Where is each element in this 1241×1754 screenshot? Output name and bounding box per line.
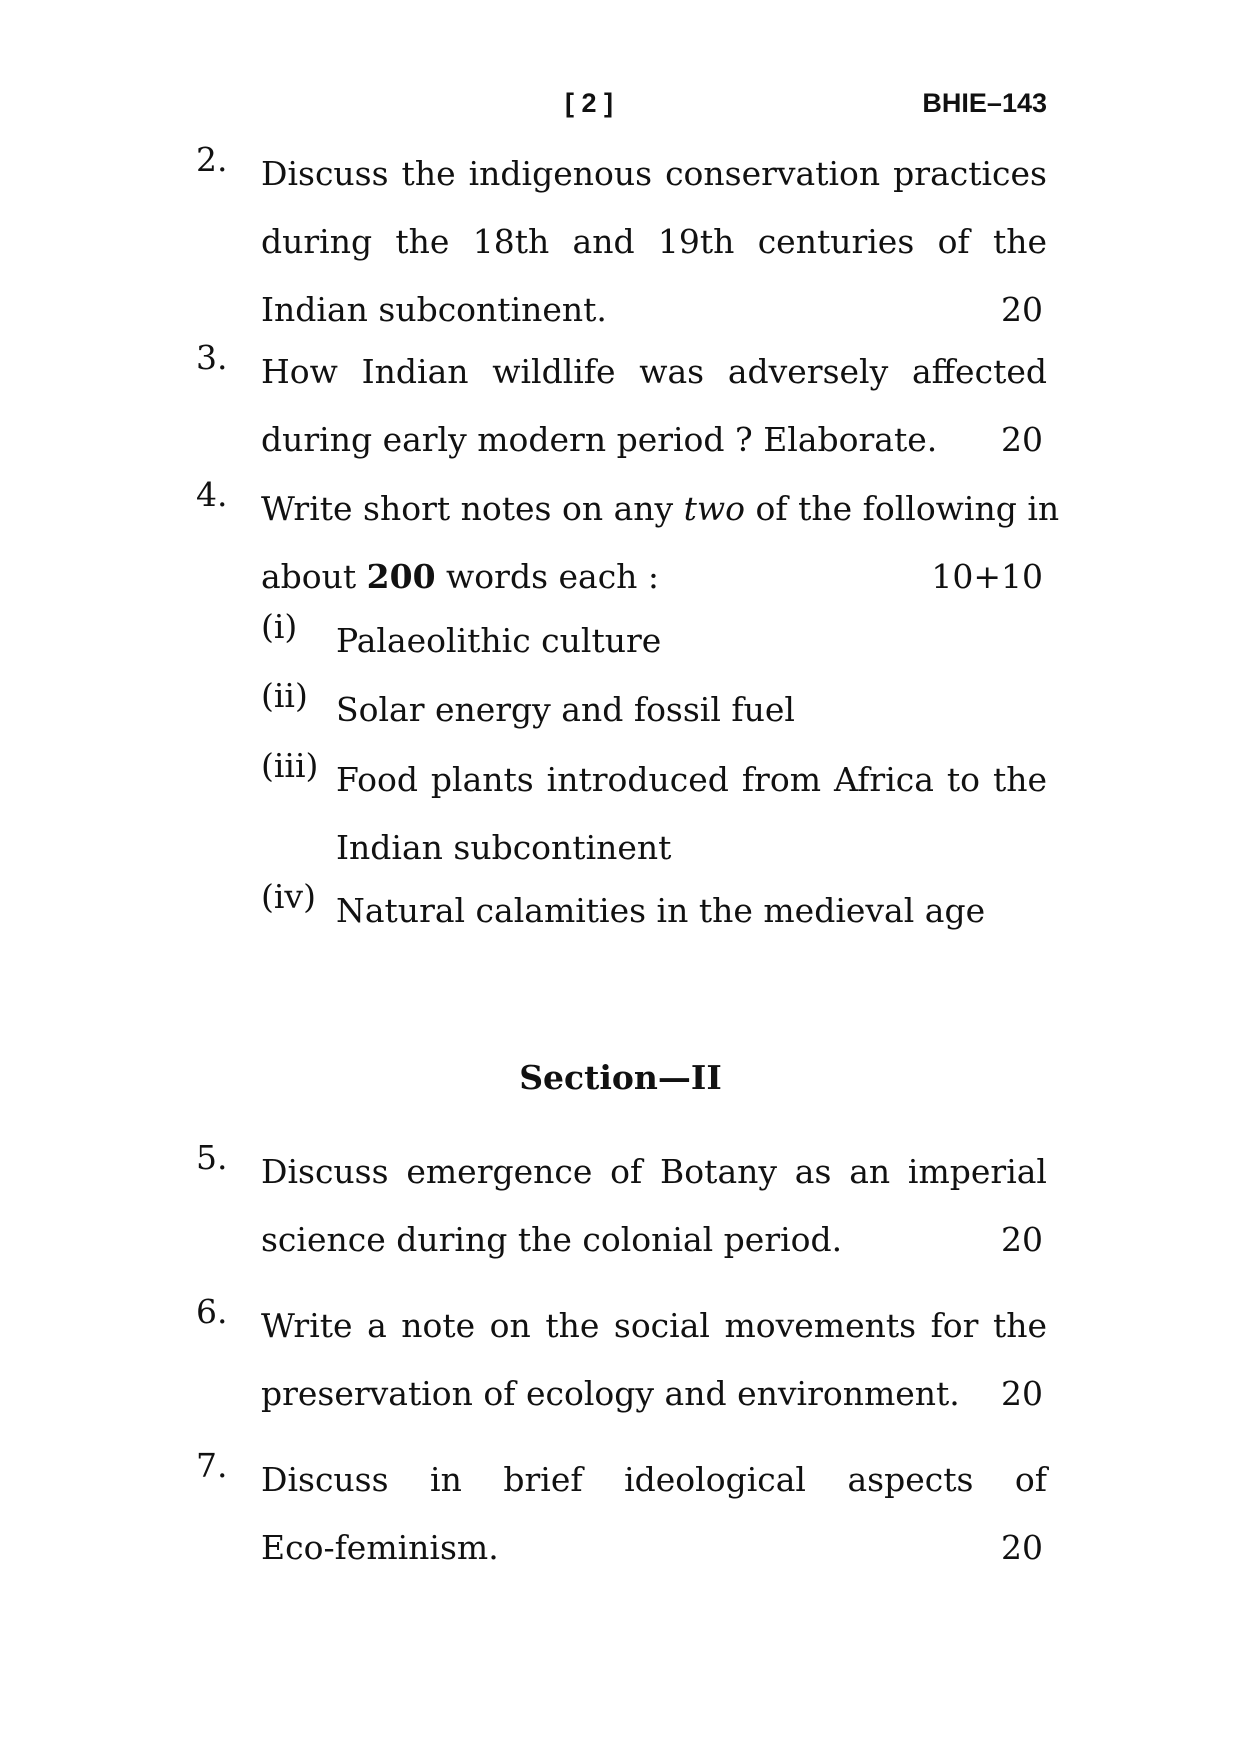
question-text-line: Write a note on the social movements for the [261,1306,1047,1345]
question-2 [196,140,1047,344]
marks: 10+10 [931,557,1043,596]
option-text: Natural calamities in the medieval age [336,891,986,930]
question-text-line: during early modern period ? Elaborate. [261,420,938,459]
option-numeral: (iv) [261,877,316,916]
option-ii [261,676,1047,744]
question-text-line: How Indian wildlife was adversely affected [261,352,1047,391]
option-iii [261,746,1047,882]
question-6 [196,1292,1047,1428]
question-number: 6. [196,1292,228,1331]
question-text-line: Discuss emergence of Botany as an imperial [261,1152,1047,1191]
marks: 20 [1001,1528,1043,1567]
question-number: 2. [196,140,228,179]
option-numeral: (iii) [261,746,319,785]
question-number: 5. [196,1138,228,1177]
option-text: Solar energy and fossil fuel [336,690,795,729]
question-text-line: preservation of ecology and environment. [261,1374,960,1413]
option-iv [261,877,1047,945]
option-numeral: (i) [261,607,298,646]
marks: 20 [1001,1220,1043,1259]
question-number: 7. [196,1446,228,1485]
option-text: Indian subcontinent [336,828,672,867]
question-text-line: Discuss in brief ideological aspects of [261,1460,1047,1499]
marks: 20 [1001,420,1043,459]
marks: 20 [1001,290,1043,329]
question-5 [196,1138,1047,1274]
option-numeral: (ii) [261,676,308,715]
question-text-line: Eco-feminism. [261,1528,499,1567]
question-text-line: science during the colonial period. [261,1220,843,1259]
word-count: 200 [366,557,436,596]
question-text-line: Discuss the indigenous conservation practices [261,154,1047,193]
emphasis-two: two [683,489,746,528]
question-text-line: during the 18th and 19th centuries of the [261,222,1047,261]
marks: 20 [1001,1374,1043,1413]
question-3 [196,338,1047,474]
option-i [261,607,1047,675]
question-text-line: Write short notes on any two of the following in [261,489,1060,528]
question-4 [196,475,1060,611]
option-text: Palaeolithic culture [336,621,662,660]
section-title: Section—II [519,1058,722,1097]
question-text-line: about 200 words each : [261,557,660,596]
page-number: [ 2 ] [565,88,614,118]
question-number: 4. [196,475,228,514]
paper-code: BHIE–143 [922,88,1047,118]
question-text-line: Indian subcontinent. [261,290,607,329]
option-text: Food plants introduced from Africa to the [336,760,1047,799]
question-number: 3. [196,338,228,377]
question-7 [196,1446,1047,1582]
